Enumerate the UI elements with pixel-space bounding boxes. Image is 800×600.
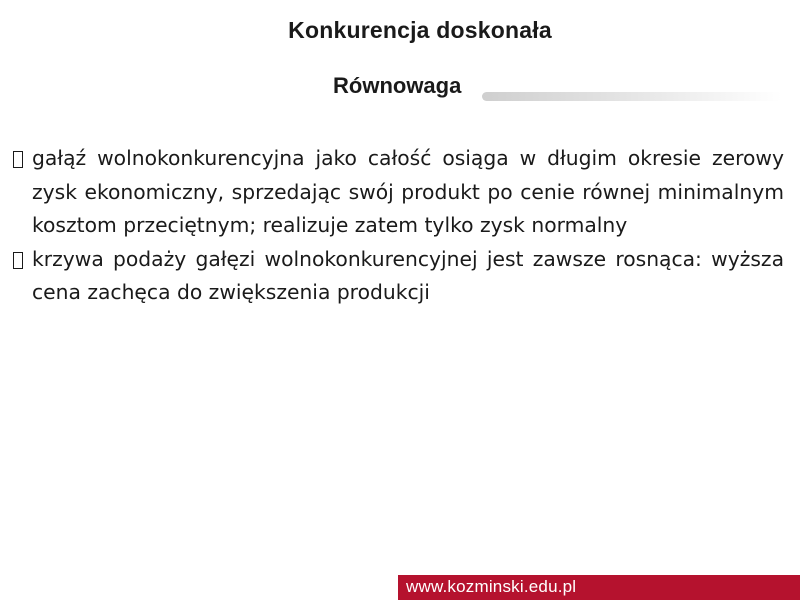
subtitle-underline: [482, 92, 782, 101]
slide-subtitle: Równowaga: [333, 73, 462, 98]
list-item: [12, 142, 784, 243]
list-item: [12, 243, 784, 310]
footer-url[interactable]: www.kozminski.edu.pl: [406, 577, 577, 596]
footer-banner: [398, 575, 800, 600]
bullet-list: [12, 142, 784, 310]
missing-glyph-box-icon: [12, 142, 32, 176]
missing-glyph-box-icon: [12, 243, 32, 277]
slide-title: Konkurencja doskonała: [288, 17, 552, 43]
bullet-text: krzywa podaży gałęzi wolnokonkurencyjnej jest zawsze rosnąca: wyższa cena zachęca do zwiększenia produkcji: [32, 246, 784, 304]
bullet-text: gałąź wolnokonkurencyjna jako całość osiąga w długim okresie zerowy zysk ekonomiczny, sprzedając swój produkt po cenie równej minimalnym kosztom przeciętnym; realizuje zatem tylko zysk normalny: [32, 146, 784, 237]
